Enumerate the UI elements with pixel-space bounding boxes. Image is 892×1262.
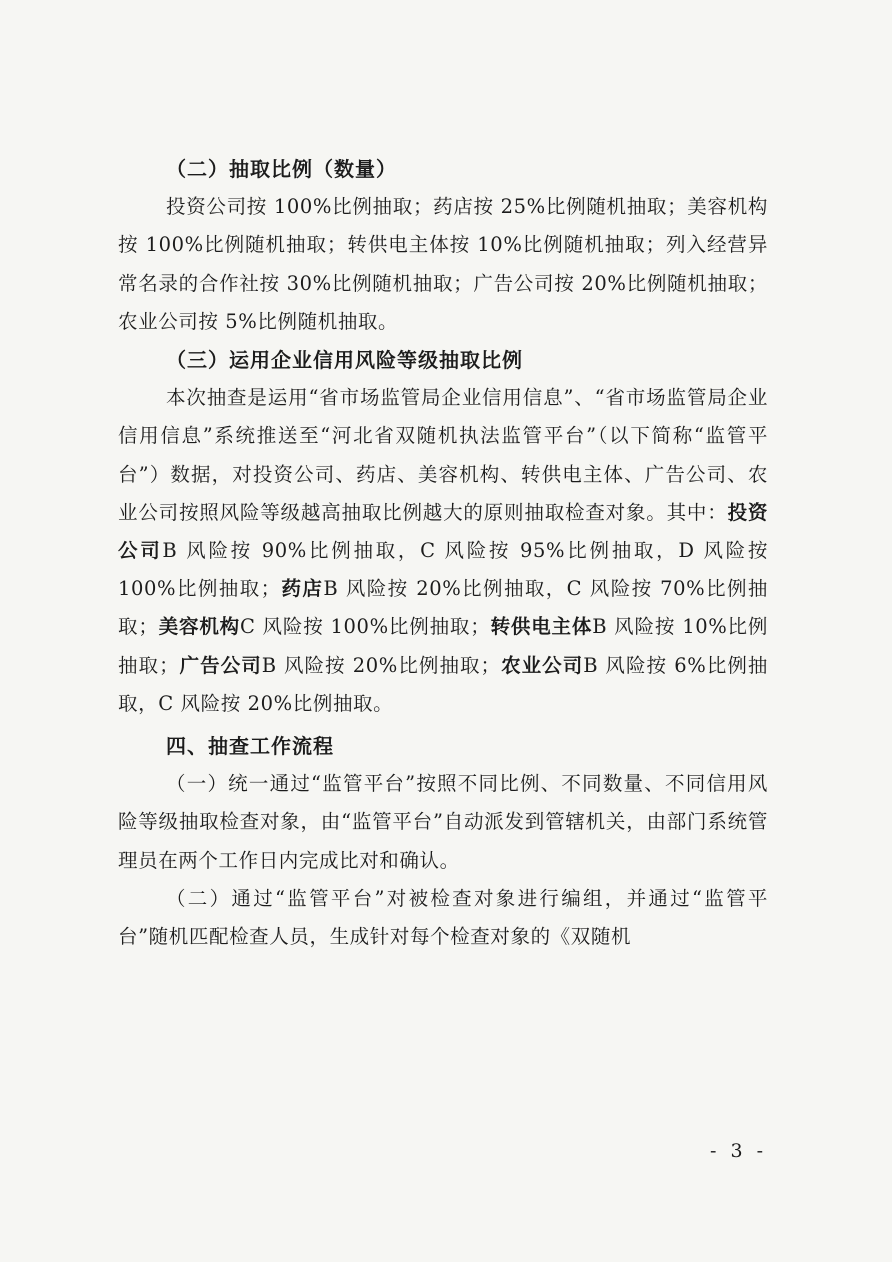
entity-ratio-text: B 风险按 90%比例抽取，C 风险按 95%比例抽取，D 风险按 100%比例抽取； (118, 539, 768, 601)
entity-name: 农业公司 (500, 653, 584, 677)
entity-name: 转供电主体 (490, 615, 593, 639)
entity-name: 美容机构 (158, 615, 240, 639)
paragraph-workflow-1: （一）统一通过“监管平台”按照不同比例、不同数量、不同信用风险等级抽取检查对象，由“监管平台”自动派发到管辖机关，由部门系统管理员在两个工作日内完成比对和确认。 (118, 772, 768, 872)
paragraph-workflow-2: （二）通过“监管平台”对被检查对象进行编组，并通过“监管平台”随机匹配检查人员，生成针对每个检查对象的《双随机 (118, 886, 768, 949)
part-heading-workflow: 四、抽查工作流程 (166, 734, 334, 759)
entity-ratio-text: B 风险按 20%比例抽取； (261, 653, 501, 677)
document-body (118, 150, 768, 956)
entity-ratio-text: C 风险按 100%比例抽取； (239, 615, 491, 639)
entity-ratio-text: B 风险按 6%比例抽取，C 风险按 20%比例抽取。 (118, 653, 769, 715)
paragraph-extraction-ratio: 投资公司按 100%比例抽取；药店按 25%比例随机抽取；美容机构按 100%比例随机抽取；转供电主体按 10%比例随机抽取；列入经营异常名录的合作社按 30%比例随机抽取；广告公司按 20%比例随机抽取；农业公司按 5%比例随机抽取。 (118, 195, 768, 333)
paragraph-credit-risk (118, 379, 768, 723)
page-number: - 3 - (710, 1140, 768, 1162)
entity-name: 广告公司 (179, 653, 262, 677)
credit-risk-intro: 本次抽查是运用“省市场监管局企业信用信息”、“省市场监管局企业信用信息”系统推送至“河北省双随机执法监管平台”（以下简称“监管平台”）数据，对投资公司、药店、美容机构、转供电主体、广告公司、农业公司按照风险等级越高抽取比例越大的原则抽取检查对象。其中： (118, 386, 768, 524)
section-heading-credit-risk: （三）运用企业信用风险等级抽取比例 (166, 348, 523, 373)
section-heading-extraction-ratio: （二）抽取比例（数量） (166, 157, 397, 181)
entity-ratio-text: B 风险按 10%比例抽取； (118, 615, 768, 677)
entity-name: 投资公司 (118, 500, 768, 563)
entity-name: 药店 (280, 577, 324, 601)
entity-ratio-text: B 风险按 20%比例抽取，C 风险按 70%比例抽取； (118, 577, 769, 639)
